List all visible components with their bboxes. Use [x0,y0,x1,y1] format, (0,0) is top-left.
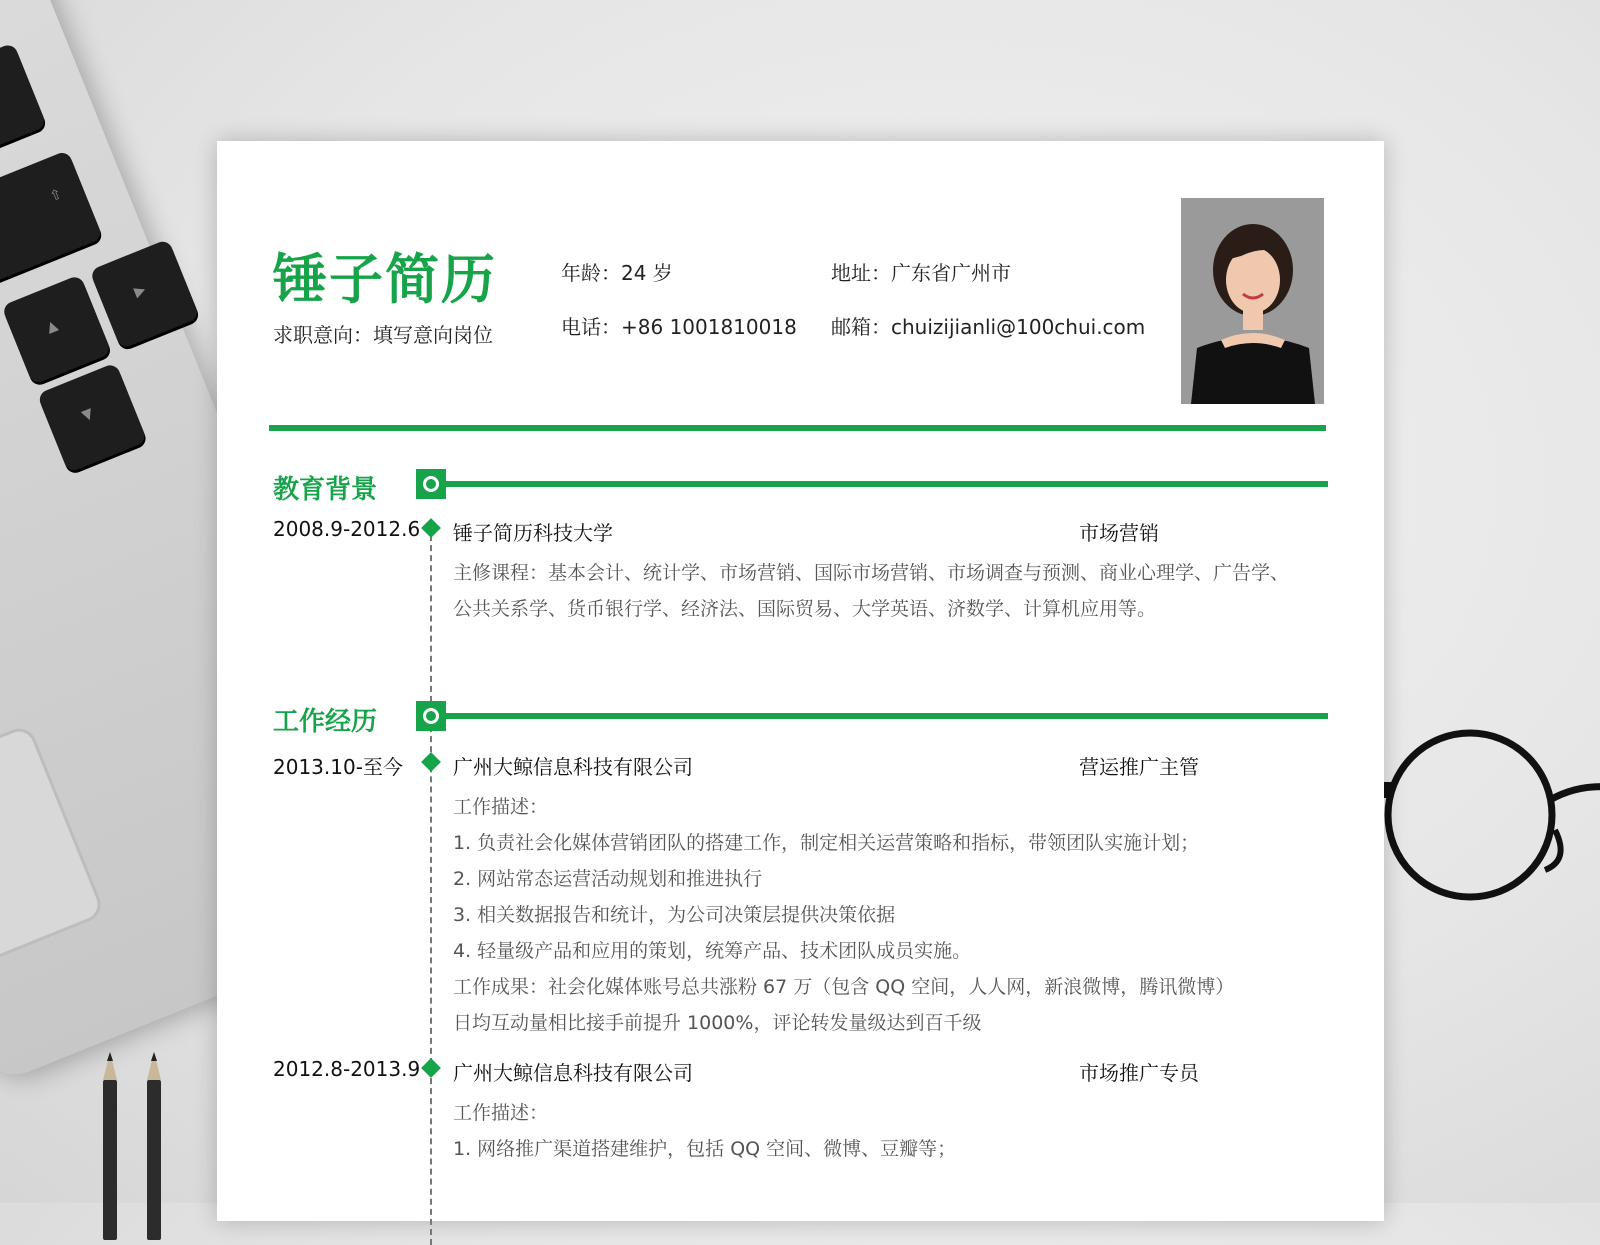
job-date: 2012.8-2013.9 [273,1057,421,1081]
job-description-line: 3. 相关数据报告和统计，为公司决策层提供决策依据 [453,904,896,926]
pencil-decoration [103,1080,117,1240]
job-role: 营运推广主管 [1079,755,1199,779]
job-description-line: 1. 网络推广渠道搭建维护，包括 QQ 空间、微博、豆瓣等； [453,1138,957,1160]
school-name: 锤子简历科技大学 [453,521,613,545]
address-info: 地址：广东省广州市 [831,261,1011,285]
timeline-diamond-icon [421,1058,441,1078]
profile-photo [1181,198,1324,404]
section-marker-icon [416,701,446,731]
laptop-key [0,42,47,170]
laptop-key: ▲ [1,274,112,385]
timeline-line [430,525,432,1245]
laptop-key: ⇧ [0,150,103,294]
education-date: 2008.9-2012.6 [273,517,421,541]
job-date: 2013.10-至今 [273,755,403,779]
job-description-line: 工作描述： [453,1102,549,1124]
work-title: 工作经历 [273,707,378,737]
job-achievement-line: 工作成果：社会化媒体账号总共涨粉 67 万（包含 QQ 空间，人人网，新浪微博，腾讯微博） [453,976,1235,998]
job-description-line: 4. 轻量级产品和应用的策划，统筹产品、技术团队成员实施。 [453,940,972,962]
company-name: 广州大鲸信息科技有限公司 [453,755,693,779]
job-description-line: 1. 负责社会化媒体营销团队的搭建工作，制定相关运营策略和指标，带领团队实施计划； [453,832,1200,854]
resume-page [217,141,1384,1221]
phone-info: 电话：+86 1001810018 [561,315,797,339]
laptop-key: ▼ [37,362,148,473]
header-divider [269,425,1326,431]
company-name: 广州大鲸信息科技有限公司 [453,1061,693,1085]
timeline-diamond-icon [421,752,441,772]
section-marker-icon [416,469,446,499]
job-intent: 求职意向：填写意向岗位 [273,323,493,347]
glasses-decoration [1370,720,1600,920]
education-title: 教育背景 [273,475,378,505]
job-description-line: 2. 网站常态运营活动规划和推进执行 [453,868,763,890]
job-role: 市场推广专员 [1079,1061,1199,1085]
pencil-decoration [147,1080,161,1240]
education-rule [446,481,1328,487]
email-info: 邮箱：chuizijianli@100chui.com [831,315,1146,339]
resume-name: 锤子简历 [273,248,497,311]
timeline-diamond-icon [421,518,441,538]
work-rule [446,713,1328,719]
age-info: 年龄：24 岁 [561,261,673,285]
job-achievement-line: 日均互动量相比接手前提升 1000%，评论转发量级达到百千级 [453,1012,982,1034]
major: 市场营销 [1079,521,1159,545]
laptop-key: ▶ [89,239,200,350]
courses-line: 主修课程：基本会计、统计学、市场营销、国际市场营销、市场调查与预测、商业心理学、广告学、 [453,562,1290,584]
courses-line: 公共关系学、货币银行学、经济法、国际贸易、大学英语、济数学、计算机应用等。 [453,598,1157,620]
job-description-line: 工作描述： [453,796,549,818]
